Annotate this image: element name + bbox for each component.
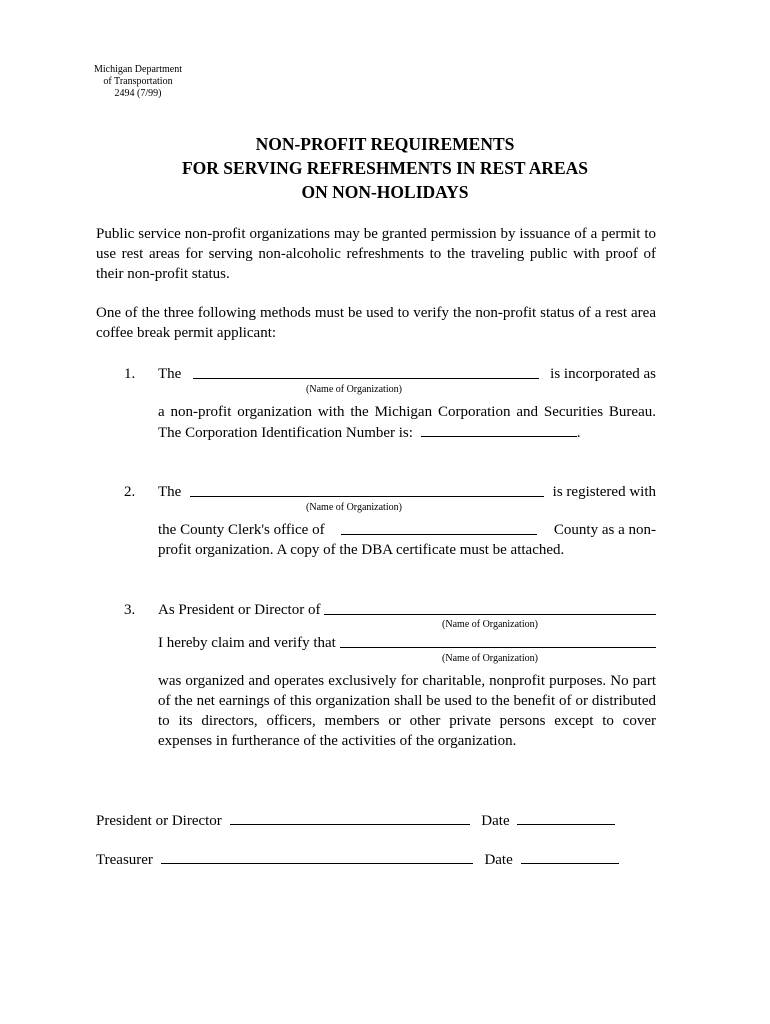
methods-intro-paragraph: One of the three following methods must be used to verify the non-profit status of a rest area coffee break permit applicant: [96,305,656,341]
method3-caption1: (Name of Organization) [442,619,538,630]
title-line1: NON-PROFIT REQUIREMENTS [255,134,515,154]
method1-body-text: a non-profit organization with the Michigan Corporation and Securities Bureau. The Corporation Identification Number is: [158,404,656,441]
method1-end: . [576,425,581,441]
method2-body-prefix: the County Clerk's office of [158,522,325,538]
method1-line [158,364,656,384]
method2-number: 2. [124,484,136,500]
president-label: President or Director [96,813,222,829]
method3-body: was organized and operates exclusively for charitable, nonprofit purposes. No part of the net earnings of this organization shall be used to the benefit of or distributed to its directors, officers, members or other private persons except to cover expenses in furtherance of the activities of the organization. [158,673,656,749]
method3-number: 3. [124,602,136,618]
method1-number: 1. [124,366,136,382]
method2-body2: profit organization. A copy of the DBA certificate must be attached. [158,542,565,558]
treasurer-signature-row [96,849,619,870]
method3-org-name-field2[interactable] [340,633,656,648]
president-date-label: Date [481,813,510,829]
treasurer-date-label: Date [484,852,513,868]
method1-caption: (Name of Organization) [306,384,402,395]
method1-suffix: is incorporated as [550,366,656,382]
method2-prefix: The [158,484,182,500]
method2-line [158,482,656,502]
method3-org-name-field1[interactable] [324,600,656,615]
title-line3: ON NON-HOLIDAYS [301,182,469,202]
method3-line1 [158,600,656,620]
treasurer-signature-field[interactable] [161,849,473,864]
president-signature-field[interactable] [230,810,470,825]
president-signature-row [96,810,615,831]
method3-caption2: (Name of Organization) [442,653,538,664]
method2-suffix: is registered with [552,484,656,500]
agency-name-line1: Michigan Department [93,64,183,75]
treasurer-label: Treasurer [96,852,153,868]
president-date-field[interactable] [517,810,615,825]
corporation-id-field[interactable] [421,422,577,437]
method1-prefix: The [158,366,182,382]
treasurer-date-field[interactable] [521,849,619,864]
method3-line1-prefix: As President or Director of [158,602,321,618]
agency-name-line2: of Transportation [103,76,173,87]
intro-paragraph: Public service non-profit organizations may be granted permission by issuance of a permit to use rest areas for serving non-alcoholic refreshments to the traveling public with proof of their non-profit status. [96,226,656,282]
method3-line2 [158,633,656,653]
method1-body [158,402,656,443]
method2-org-name-field[interactable] [190,482,544,497]
form-number: 2494 (7/99) [114,88,162,99]
page-title [0,132,770,204]
method3-line2-prefix: I hereby claim and verify that [158,635,336,651]
title-line2: FOR SERVING REFRESHMENTS IN REST AREAS [181,158,589,178]
method1-org-name-field[interactable] [193,364,539,379]
county-name-field[interactable] [341,520,537,535]
method2-county-line [158,520,656,540]
agency-header [78,64,198,100]
method2-caption: (Name of Organization) [306,502,402,513]
method2-body-suffix: County as a non- [553,522,656,538]
